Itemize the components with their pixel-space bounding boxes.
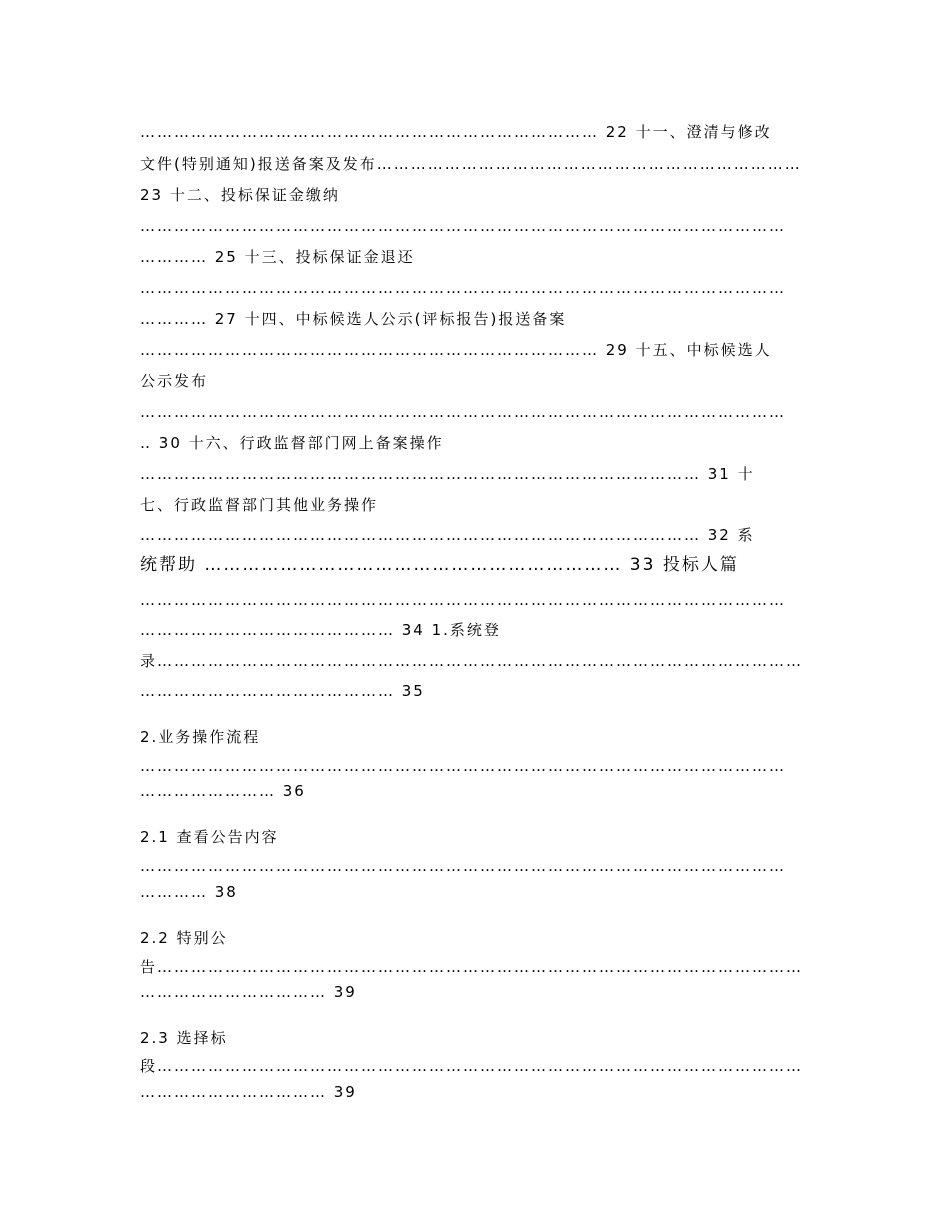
toc-line: 录…………………………………………………………………………………………………… — [140, 652, 804, 670]
toc-line: 23 十二、投标保证金缴纳 — [140, 186, 340, 204]
toc-line: ……………………………………………………………………… 22 十一、澄清与修改 — [140, 123, 772, 141]
toc-line: ………… 25 十三、投标保证金退还 — [140, 248, 415, 266]
toc-line: ………… 38 — [140, 883, 238, 901]
toc-line: …………………………………………………………………………………………………… — [140, 757, 786, 775]
toc-line: …………………… 36 — [140, 782, 306, 800]
toc-line: …………………………………………………………………………………………………… — [140, 217, 786, 235]
toc-line: …………………………………………………………………………………………………… — [140, 591, 786, 609]
toc-line: …………………………… 39 — [140, 1083, 357, 1101]
toc-line: 告…………………………………………………………………………………………………… — [140, 958, 804, 976]
toc-line: …………………………… 39 — [140, 983, 357, 1001]
toc-line: ………… 27 十四、中标候选人公示(评标报告)报送备案 — [140, 310, 567, 328]
toc-line: ……………………………………… 35 — [140, 682, 425, 700]
toc-line: ……………………………………………………………………… 29 十五、中标候选人 — [140, 341, 772, 359]
toc-line: ‥ 30 十六、行政监督部门网上备案操作 — [140, 434, 444, 452]
toc-line: 七、行政监督部门其他业务操作 — [140, 496, 379, 514]
toc-line: ……………………………………………………………………………………… 32 系 — [140, 526, 755, 544]
toc-heading: 2.3 选择标 — [140, 1029, 228, 1047]
toc-line: 段…………………………………………………………………………………………………… — [140, 1057, 804, 1075]
toc-line: 公示发布 — [140, 372, 209, 390]
toc-line: ……………………………………… 34 1.系统登 — [140, 621, 501, 639]
toc-line: ……………………………………………………………………………………… 31 十 — [140, 465, 755, 483]
toc-line: …………………………………………………………………………………………………… — [140, 279, 786, 297]
toc-heading: 2.1 查看公告内容 — [140, 828, 279, 846]
toc-heading: 2.业务操作流程 — [140, 728, 261, 746]
toc-line: 统帮助 ………………………………………………………… 33 投标人篇 — [140, 555, 739, 575]
toc-heading: 2.2 特别公 — [140, 929, 228, 947]
toc-line: …………………………………………………………………………………………………… — [140, 857, 786, 875]
toc-line: …………………………………………………………………………………………………… — [140, 403, 786, 421]
toc-line: 文件(特别通知)报送备案及发布………………………………………………………………… — [140, 155, 802, 173]
